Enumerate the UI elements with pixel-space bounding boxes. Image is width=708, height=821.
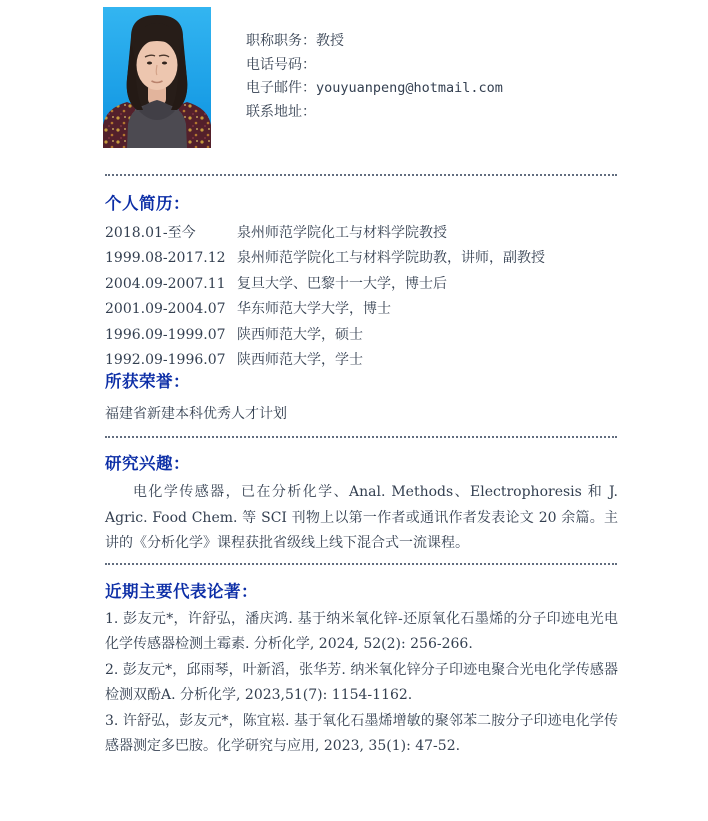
timeline-period: 2004.09-2007.11 — [105, 275, 226, 292]
timeline-row — [105, 297, 617, 322]
timeline-period: 1999.08-2017.12 — [105, 250, 226, 267]
timeline-period: 1992.09-1996.07 — [105, 352, 226, 369]
contact-row-email — [246, 77, 503, 101]
timeline-desc: 陕西师范大学，硕士 — [237, 326, 363, 343]
resume-timeline — [105, 221, 617, 373]
dotted-divider — [105, 436, 617, 438]
timeline-desc: 复旦大学、巴黎十一大学，博士后 — [237, 275, 447, 292]
section-title-publications: 近期主要代表论著： — [105, 582, 258, 601]
honor-item: 福建省新建本科优秀人才计划 — [105, 406, 287, 422]
contact-label: 职称职务： — [246, 33, 316, 49]
profile-photo — [103, 7, 211, 148]
portrait-illustration — [103, 7, 211, 148]
timeline-row — [105, 272, 617, 297]
timeline-row — [105, 246, 617, 271]
publication-list — [105, 607, 618, 759]
contact-row-phone — [246, 54, 503, 78]
timeline-desc: 陕西师范大学，学士 — [237, 352, 363, 369]
section-title-honors: 所获荣誉： — [105, 372, 190, 391]
dotted-divider — [105, 174, 617, 176]
contact-label: 电子邮件： — [246, 80, 316, 96]
timeline-desc: 泉州师范学院化工与材料学院教授 — [237, 225, 447, 241]
publication-item: 2. 彭友元*，邱雨琴，叶新滔，张华芳. 纳米氧化锌分子印迹电聚合光电化学传感器检测双酚A. 分析化学, 2023,51(7): 1154-1162. — [105, 661, 618, 704]
timeline-period: 2001.09-2004.07 — [105, 301, 226, 318]
contact-value: 教授 — [316, 33, 344, 49]
timeline-row — [105, 323, 617, 348]
section-title-resume: 个人简历： — [105, 194, 190, 213]
timeline-desc: 华东师范大学大学，博士 — [237, 301, 391, 318]
interests-paragraph: 电化学传感器，已在分析化学、Anal. Methods、Electrophoresis 和 J. Agric. Food Chem. 等 SCI 刊物上以第一作者或通讯作者发表论文 20 余篇。主讲的《分析化学》课程获批省级线上线下混合式一流课程。 — [105, 484, 618, 551]
dotted-divider — [105, 563, 617, 565]
contact-row-address — [246, 101, 503, 125]
contact-info — [246, 30, 503, 124]
timeline-row — [105, 221, 617, 246]
email-address: youyuanpeng@hotmail.com — [316, 80, 503, 96]
timeline-period: 2018.01-至今 — [105, 225, 196, 241]
timeline-period: 1996.09-1999.07 — [105, 326, 226, 343]
contact-label: 电话号码： — [246, 56, 316, 73]
timeline-desc: 泉州师范学院化工与材料学院助教，讲师，副教授 — [237, 250, 545, 267]
contact-label: 联系地址： — [246, 103, 316, 120]
publication-item: 1. 彭友元*，许舒弘，潘庆鸿. 基于纳米氧化锌-还原氧化石墨烯的分子印迹电光电化学传感器检测土霉素. 分析化学, 2024, 52(2): 256-266. — [105, 611, 618, 653]
section-title-interests: 研究兴趣： — [105, 454, 190, 473]
contact-row-title — [246, 30, 503, 54]
publication-item: 3. 许舒弘，彭友元*，陈宜崧. 基于氧化石墨烯增敏的聚邻苯二胺分子印迹电化学传感器测定多巴胺。化学研究与应用, 2023, 35(1): 47-52. — [105, 712, 618, 755]
